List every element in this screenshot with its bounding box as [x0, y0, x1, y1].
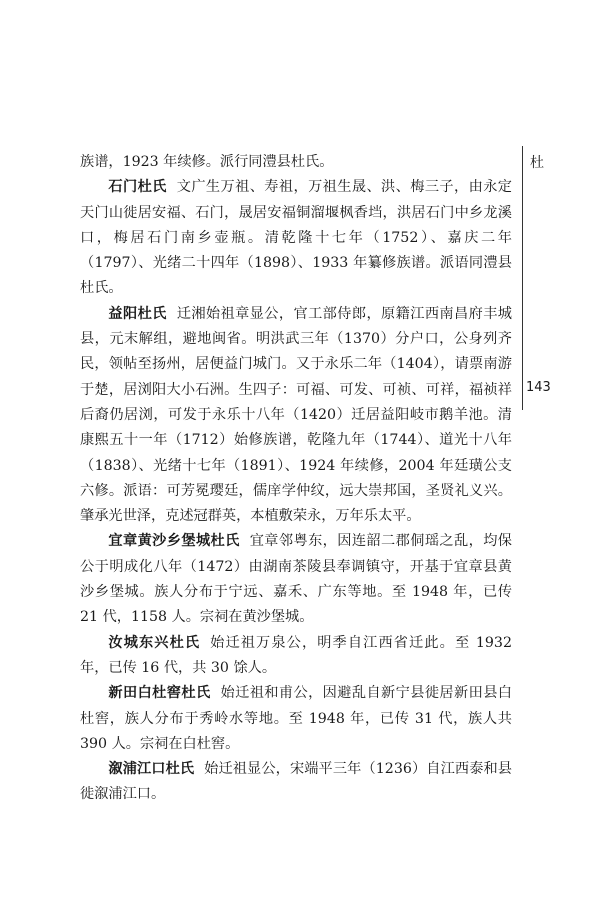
entry-title: 宜章黄沙乡堡城杜氏 — [108, 533, 240, 550]
entry-yizhang — [80, 529, 512, 630]
entry-xupu — [80, 757, 512, 808]
entry-title: 溆浦江口杜氏 — [108, 761, 195, 778]
entry-text: 始迁祖显公，宋端平三年（1236）自江西泰和县徙溆浦江口。 — [80, 761, 512, 803]
entry-text: 宜章邻粤东，因连韶二郡侗瑶之乱，均保公于明成化八年（1472）由湖南茶陵县奉调镇守，开基于宜章县黄沙乡堡城。族人分布于宁远、嘉禾、广东等地。至 1948 年，已传 21 代，1158 人。宗祠在黄沙堡城。 — [80, 533, 512, 626]
entry-text: 文广生万祖、寿祖，万祖生晟、洪、梅三子，由永定天门山徙居安福、石门，晟居安福铜溜堰枫香垱，洪居石门中乡龙溪口，梅居石门南乡壶瓶。清乾隆十七年（1752）、嘉庆二年（1797）、光绪二十四年（1898）、1933 年纂修族谱。派语同澧县杜氏。 — [80, 179, 512, 297]
entry-title: 汝城东兴杜氏 — [108, 634, 201, 651]
paragraph-text: 族谱，1923 年续修。派行同澧县杜氏。 — [80, 154, 334, 170]
paragraph-continued — [80, 150, 512, 175]
entry-text: 迁湘始祖章显公，官工部侍郎，原籍江西南昌府丰城县，元末解组，避地闽省。明洪武三年（1370）分户口，公身列齐民，领帖至扬州，居便益门城门。又于永乐二年（1404），请票南游于楚，居浏阳大小石洲。生四子：可福、可发、可祯、可祥，福祯祥后裔仍居浏，可发于永乐十八年（1420）迁居益阳岐市鹅羊池。清康熙五十一年（1712）始修族谱，乾隆九年（1744）、道光十八年（1838）、光绪十七年（1891）、1924 年续修，2004 年廷璜公支六修。派语：可芳冕璎廷，儒庠学仲纹，远大崇邦国，圣贤礼义兴。肇承光世泽，克述冠群英，本植敷荣永，万年乐太平。 — [80, 305, 512, 525]
page-body — [80, 150, 512, 808]
entry-rucheng — [80, 631, 512, 682]
entry-title: 新田白杜窖杜氏 — [108, 685, 211, 702]
entry-text: 始迁祖万泉公，明季自江西省迁此。至 1932 年，已传 16 代，共 30 馀人。 — [80, 634, 512, 676]
entry-yiyang — [80, 302, 512, 530]
entry-title: 石门杜氏 — [108, 179, 167, 196]
margin-rule — [522, 146, 523, 410]
running-head: 杜 — [530, 155, 544, 171]
entry-xintian — [80, 681, 512, 757]
entry-title: 益阳杜氏 — [108, 305, 167, 322]
page-number: 143 — [526, 380, 551, 395]
entry-shimen — [80, 175, 512, 301]
entry-text: 始迁祖和甫公，因避乱自新宁县徙居新田县白杜窖，族人分布于秀岭水等地。至 1948 年，已传 31 代，族人共 390 人。宗祠在白杜窖。 — [80, 685, 512, 752]
